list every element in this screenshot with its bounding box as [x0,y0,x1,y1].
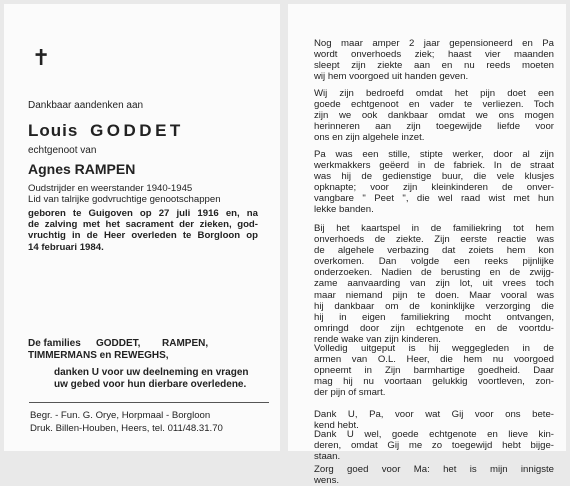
title-line-2: Lid van talrijke godvruchtige genootschappen [28,194,221,205]
bio-line: geboren te Guigoven op 27 juli 1916 en, na [28,208,258,219]
bio-line: 14 februari 1984. [28,241,104,253]
paragraph-line: onverhoeds de ziekte. Zijn eerste reactie was [314,234,554,246]
paragraph-line: was hij de gedienstige buur, die vele klusjes [314,171,554,183]
paragraph-line: lekke banden. [314,204,374,216]
deceased-last-name: GODDET [90,121,184,140]
family-name: GODDET, [96,338,141,349]
thanks-line-2: uw gebed voor hun dierbare overledene. [54,379,247,390]
paragraph-line: onderzoeken. Nadien de berusting en de zwijg- [314,267,554,279]
paragraph-line: rende wake van zijn kinderen. [314,333,441,345]
cross-icon: ✝ [32,46,51,71]
right-panel [288,4,566,486]
header-text: Dankbaar aandenken aan [28,100,144,111]
paragraph-line: zijn we ook dankbaar omdat we ons mogen [314,110,554,122]
family-name: RAMPEN, [162,338,209,349]
families-intro: De families [28,338,81,349]
deceased-first-name: Louis [28,121,79,140]
paragraph-line: de algehele verbazing dat zoiets hem kon [314,245,554,257]
paragraph-line: omringd door zijn echtgenote en de voortdu- [314,322,554,334]
memorial-paragraph [314,38,554,82]
paragraph-line: Dank U, Pa, voor wat Gij voor ons bete- [314,409,554,420]
paragraph-line: werkmakkers geëerd in de fabriek. In de straat [314,160,554,172]
deceased-name [28,121,184,141]
paragraph-line: staan. [314,451,341,463]
spouse-name: Agnes RAMPEN [28,161,136,177]
paragraph-line: vangbare " Peet ", die wel raad wist met hun [314,193,554,205]
families-line-2: TIMMERMANS en REWEGHS, [28,350,169,361]
paragraph-line: zame aanvaarding van zijn lot, uit vrees toch [314,278,554,290]
paragraph-line: sleept zijn ziekte aan en nu reeds moeten [314,60,554,72]
paragraph-line: wens. [314,475,340,486]
paragraph-line: hij dankbaar om de koninklijke verzorging die [314,300,554,312]
memorial-paragraph [314,343,554,398]
bio-line: vruchtig in de Heer overleden te Borgloon op [28,230,258,242]
paragraph-line: hij in eigen familiekring mocht ontvangen, [314,311,554,323]
paragraph-line: opknapte; voor zijn kleinkinderen de onver- [314,182,554,194]
paragraph-line: Wij zijn bedroefd omdat het pijn doet een [314,88,554,99]
memorial-paragraph [314,429,554,462]
paragraph-line: goede echtgenoot en vader te verliezen. Toch [314,99,554,111]
paragraph-line: Pa was een stille, stipte werker, door al zijn [314,149,554,160]
paragraph-line: der pijn of smart. [314,387,386,399]
footer-line-1: Begr. - Fun. G. Orye, Horpmaal - Borgloon [30,410,211,421]
left-panel [4,4,280,451]
memorial-paragraph [314,464,554,486]
footer-line-2: Druk. Billen-Houben, Heers, tel. 011/48.31.70 [30,423,223,434]
paragraph-line: opneemt in Zijn barmhartige goedheid. Daar [314,365,554,377]
paragraph-line: kend hebt. [314,420,359,432]
memorial-paragraph [314,88,554,143]
paragraph-line: mag hij nu voortaan gelukkig voortleven, zon- [314,376,554,388]
paragraph-line: wij hem voorgoed uit handen geven. [314,71,469,83]
paragraph-line: Zorg goed voor Ma: het is mijn innigste [314,464,554,475]
paragraph-line: ons en zijn algehele inzet. [314,132,425,144]
paragraph-line: overkomen. Dan volgde een reeks pijnlijke [314,256,554,268]
bio-line: de zalving met het sacrament der zieken, god- [28,219,258,231]
paragraph-line: herinneren aan zijn toegewijde liefde voor [314,121,554,133]
thanks-line-1: danken U voor uw deelneming en vragen [54,367,249,378]
paragraph-line: wordt onverhoeds ziek; haast vier maanden [314,49,554,61]
paragraph-line: maar niemand pijn te doen. Maar vooral was [314,289,554,301]
paragraph-line: armen van O.L. Heer, die hem nu voorgoed [314,354,554,366]
footer-divider [29,402,269,403]
paragraph-line: Volledig uitgeput is hij weggegleden in de [314,343,554,354]
spouse-intro: echtgenoot van [28,145,97,156]
memorial-paragraph [314,409,554,431]
memorial-paragraph [314,149,554,216]
title-line-1: Oudstrijder en weerstander 1940-1945 [28,183,193,194]
memorial-paragraph [314,223,554,345]
paragraph-line: Nog maar amper 2 jaar gepensioneerd en Pa [314,38,554,49]
paragraph-line: deren, omdat Gij me zo toegewijd hebt bijge- [314,440,554,452]
paragraph-line: Dank U wel, goede echtgenote en lieve kin- [314,429,554,440]
paragraph-line: Bij het kaartspel in de familiekring tot hem [314,223,554,234]
bio-paragraph [28,208,258,253]
